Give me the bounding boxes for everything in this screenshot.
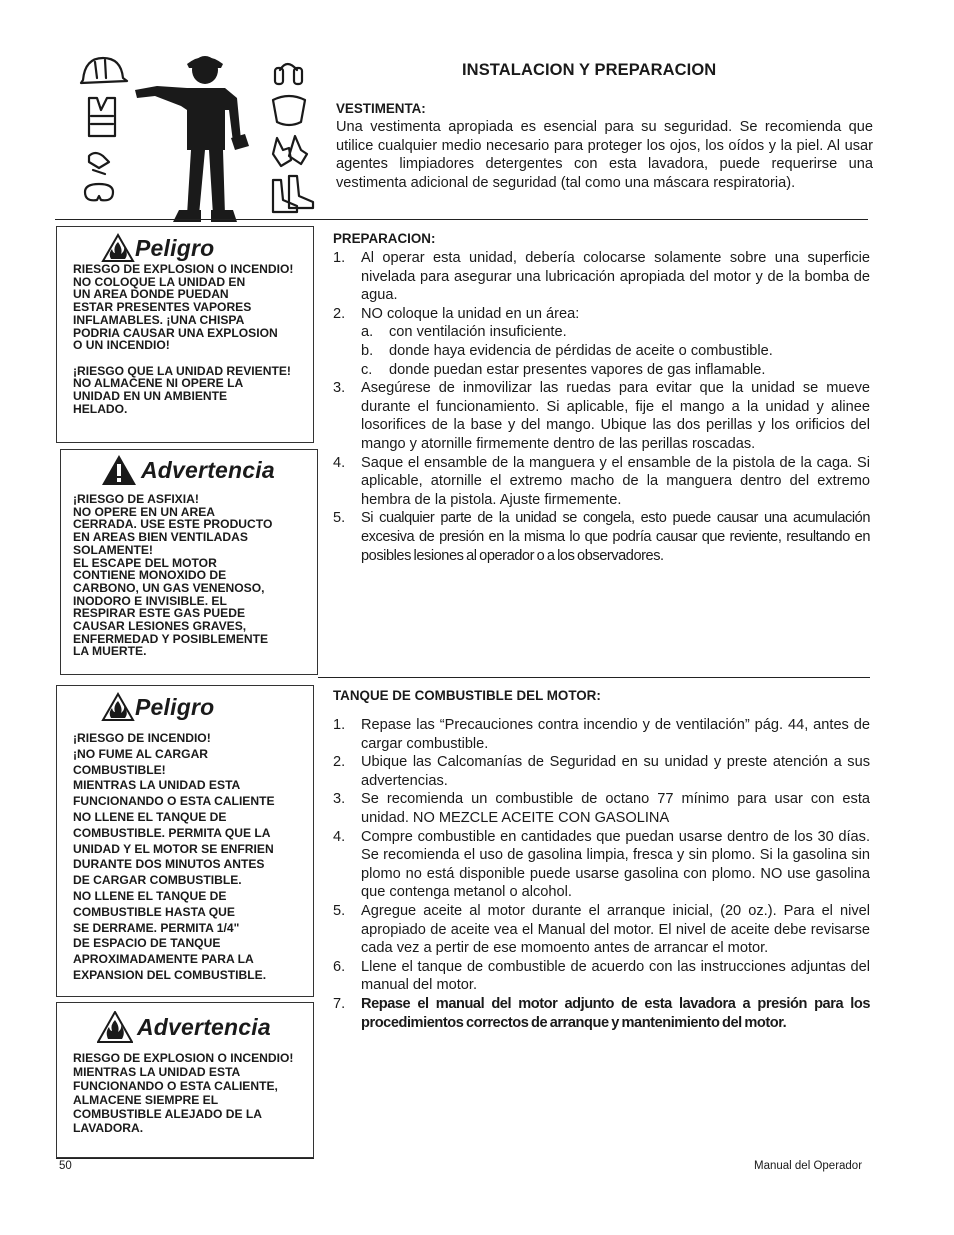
warning-line: EXPANSION DEL COMBUSTIBLE. <box>73 967 267 982</box>
peligro-box-incendio <box>56 685 314 997</box>
sub-list-item: b. donde haya evidencia de pérdidas de aceite o combustible. <box>361 342 773 359</box>
warning-line: APROXIMADAMENTE PARA LA <box>73 952 254 967</box>
list-item: 3. Se recomienda un combustible de octano 77 mínimo para usar con esta unidad. NO MEZCLE ACEITE CON GASOLINA <box>333 791 870 826</box>
fire-warning-triangle-icon <box>101 233 135 263</box>
warning-line: CERRADA. USE ESTE PRODUCTO <box>73 517 273 532</box>
preparacion-title: PREPARACION: <box>333 231 436 246</box>
warning-line: HELADO. <box>73 401 128 416</box>
warning-line: LAVADORA. <box>73 1121 144 1135</box>
warning-line: INODORO E INVISIBLE. EL <box>73 593 227 608</box>
list-item: 1. Al operar esta unidad, debería colocarse solamente sobre una superficie nivelada para asegurar una lubricación apropiada del motor y de la bomba de agua. <box>333 250 870 304</box>
warning-line: NO LLENE EL TANQUE DE <box>73 888 227 903</box>
warning-line: COMBUSTIBLE! <box>73 762 166 777</box>
warning-line: EN AREAS BIEN VENTILADAS <box>73 530 248 545</box>
peligro-title: Peligro <box>135 234 215 261</box>
warning-line: UN AREA DONDE PUEDAN <box>73 287 229 302</box>
warning-line: CARBONO, UN GAS VENENOSO, <box>73 580 265 595</box>
warning-line: MIENTRAS LA UNIDAD ESTA <box>73 1065 241 1079</box>
sub-list-item: a. con ventilación insuficiente. <box>361 324 567 341</box>
warning-line: EL ESCAPE DEL MOTOR <box>73 555 217 570</box>
warning-line: DE CARGAR COMBUSTIBLE. <box>73 873 242 888</box>
tanque-list <box>333 716 870 1032</box>
exclamation-warning-triangle-icon <box>101 454 137 486</box>
list-item: 1. Repase las “Precauciones contra incendio y de ventilación” pág. 44, antes de cargar combustible. <box>333 717 870 752</box>
warning-line: CONTIENE MONOXIDO DE <box>73 568 227 583</box>
warning-line: NO ALMACENE NI OPERE LA <box>73 376 244 391</box>
footer-title: Manual del Operador <box>754 1160 863 1172</box>
peligro-box-explosion <box>56 226 314 443</box>
warning-line: COMBUSTIBLE HASTA QUE <box>73 904 235 919</box>
list-item: 3. Asegúrese de inmovilizar las ruedas para evitar que la unidad se mueve durante el funcionamiento. Si aplicable, fije el mango a la unidad y alinee losorifices de la base y del mango. Ubique las dos perillas y los orificios del mango y atornille firmemente dentro de las perillas roscadas. <box>333 380 870 452</box>
peligro-title: Peligro <box>135 693 215 720</box>
warning-line: LA MUERTE. <box>73 644 147 659</box>
sub-list-item: c. donde puedan estar presentes vapores de gas inflamable. <box>361 361 766 378</box>
vestimenta-text: Una vestimenta apropiada es esencial para su seguridad. Se recomienda que utilice cualquier medio necesario para proteger los ojos, los oídos y la piel. Al usar agentes limpiadores detergentes con esta lavadora, puede requerirse una vestimenta adicional de seguridad (tal como una máscara respiratoria). <box>336 119 873 191</box>
list-item: 2. Ubique las Calcomanías de Seguridad en su unidad y preste atención a sus advertencias. <box>333 754 870 789</box>
warning-line: PODRIA CAUSAR UNA EXPLOSION <box>73 325 278 340</box>
warning-line: FUNCIONANDO O ESTA CALIENTE, <box>73 1079 278 1093</box>
advertencia-title: Advertencia <box>137 1013 271 1040</box>
page-number: 50 <box>59 1160 72 1172</box>
list-item: 4. Compre combustible en cantidades que puedan usarse dentro de los 30 días. Se recomienda el uso de gasolina limpia, fresca y sin plomo. Si la gasolina sin plomo no está disponible puede usarse gasolina con plomo. NO use gasolina que contenga metanol o alcohol. <box>333 828 870 901</box>
warning-line: NO OPERE EN UN AREA <box>73 504 216 519</box>
warning-line: UNIDAD Y EL MOTOR SE ENFRIEN <box>73 841 274 856</box>
warning-line: UNIDAD EN UN AMBIENTE <box>73 389 228 404</box>
warning-line: COMBUSTIBLE ALEJADO DE LA <box>73 1107 263 1121</box>
advertencia-box-explosion <box>56 1002 314 1158</box>
list-item: 2. NO coloque la unidad en un área: a. con ventilación insuficiente. b. donde haya evidencia de pérdidas de aceite o combustible. c. donde puedan estar presentes vapores de gas inflamable. <box>333 305 870 379</box>
fire-warning-triangle-icon <box>101 692 135 722</box>
advertencia-title: Advertencia <box>141 456 275 483</box>
warning-line: MIENTRAS LA UNIDAD ESTA <box>73 778 241 793</box>
warning-line: DURANTE DOS MINUTOS ANTES <box>73 857 265 872</box>
warning-line: RIESGO DE EXPLOSION O INCENDIO! <box>73 1051 294 1065</box>
list-item: 7. Repase el manual del motor adjunto de esta lavadora a presión para los procedimientos correctos de arranque y mantenimiento del motor. <box>333 995 870 1031</box>
warning-line: SE DERRAME. PERMITA 1/4" <box>73 920 240 935</box>
fire-warning-triangle-icon <box>97 1011 133 1043</box>
advertencia-box-asfixia <box>60 449 318 675</box>
warning-line: INFLAMABLES. ¡UNA CHISPA <box>73 312 245 327</box>
warning-line: ESTAR PRESENTES VAPORES <box>73 300 252 315</box>
tanque-title: TANQUE DE COMBUSTIBLE DEL MOTOR: <box>333 688 601 703</box>
divider <box>318 677 870 678</box>
warning-line: ¡RIESGO DE ASFIXIA! <box>73 492 199 506</box>
list-item: 6. Llene el tanque de combustible de acuerdo con las instrucciones adjuntas del manual del motor. <box>333 958 870 994</box>
footer-rule <box>56 1158 314 1159</box>
warning-line: CAUSAR LESIONES GRAVES, <box>73 619 247 634</box>
vestimenta-title: VESTIMENTA: <box>336 101 426 116</box>
warning-line: SOLAMENTE! <box>73 542 153 557</box>
warning-line: O UN INCENDIO! <box>73 338 170 353</box>
list-item: 5. Agregue aceite al motor durante el arranque inicial, (20 oz.). Para el nivel apropiado de aceite vea el Manual del motor. El nivel de aceite debe revisarse cada vez a pertir de ese momoento antes de arrancar el motor. <box>333 902 870 957</box>
warning-line: ENFERMEDAD Y POSIBLEMENTE <box>73 631 269 646</box>
list-item: 5. Si cualquier parte de la unidad se congela, esto puede causar una acumulación excesiva de presión en la misma lo que podría causar que reviente, resultando en posibles lesiones al operador o a los observadores. <box>333 510 870 564</box>
warning-line: NO COLOQUE LA UNIDAD EN <box>73 274 246 289</box>
warning-line: NO LLENE EL TANQUE DE <box>73 809 227 824</box>
warning-line: ALMACENE SIEMPRE EL <box>73 1093 219 1107</box>
warning-line: RIESGO DE EXPLOSION O INCENDIO! <box>73 262 294 276</box>
safety-clothing-illustration-icon <box>75 50 325 225</box>
warning-line: ¡NO FUME AL CARGAR <box>73 746 209 761</box>
divider <box>55 219 868 220</box>
preparacion-list <box>333 249 870 565</box>
warning-line: RESPIRAR ESTE GAS PUEDE <box>73 606 246 621</box>
warning-line: DE ESPACIO DE TANQUE <box>73 936 221 951</box>
list-item: 4. Saque el ensamble de la manguera y el ensamble de la pistola de la caga. Si aplicable, atornille el extremo macho de la manguera dentro del extremo hembra de la pistola. Ajuste firmemente. <box>333 454 870 508</box>
warning-line: FUNCIONANDO O ESTA CALIENTE <box>73 794 275 809</box>
warning-line: COMBUSTIBLE. PERMITA QUE LA <box>73 825 271 840</box>
page-title: INSTALACION Y PREPARACION <box>462 61 717 79</box>
warning-line: ¡RIESGO DE INCENDIO! <box>73 731 211 745</box>
warning-line: ¡RIESGO QUE LA UNIDAD REVIENTE! <box>73 363 291 378</box>
